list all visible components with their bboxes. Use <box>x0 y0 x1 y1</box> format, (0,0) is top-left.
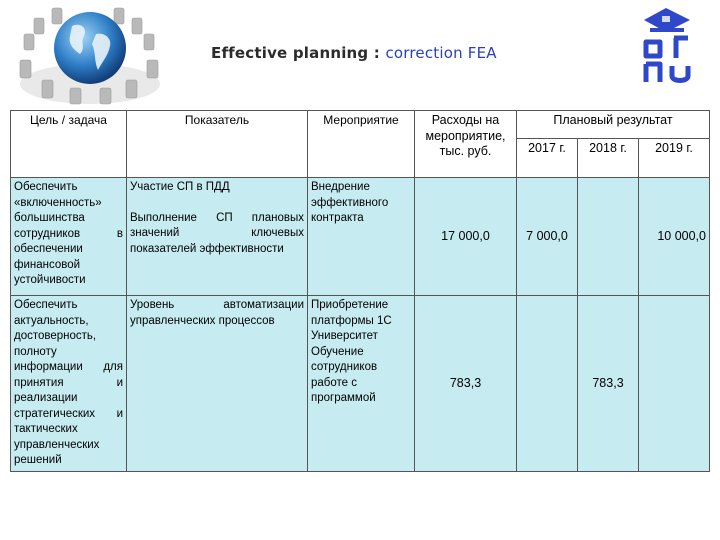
header-year-2017: 2017 г. <box>517 138 578 177</box>
globe-meeting-illustration <box>14 4 164 108</box>
header-goal: Цель / задача <box>11 111 127 178</box>
planning-table <box>10 110 710 472</box>
row-activity: Внедрение эффективного контракта <box>308 178 415 296</box>
row-indicator <box>127 178 308 296</box>
row-goal: Обеспечить актуальность, достоверность, полноту информации для принятия и реализации стратегических и тактических управленческих решений <box>11 296 127 472</box>
row-activity <box>308 296 415 472</box>
row-2019 <box>639 296 710 472</box>
header-row <box>11 111 710 139</box>
table-row <box>11 178 710 296</box>
row-2017 <box>517 296 578 472</box>
indicator-item: Выполнение СП плановых значений ключевых показателей эффективности <box>130 211 304 255</box>
header-expenses: Расходы на мероприятие, тыс. руб. <box>415 111 517 178</box>
row-2019: 10 000,0 <box>639 178 710 296</box>
header-year-2018: 2018 г. <box>578 138 639 177</box>
row-2018: 783,3 <box>578 296 639 472</box>
slide-title: Effective planning : correction FEA <box>211 44 497 62</box>
table-row <box>11 296 710 472</box>
header-indicator: Показатель <box>127 111 308 178</box>
activity-item: Обучение сотрудников работе с программой <box>311 345 378 404</box>
header-planned-result: Плановый результат <box>517 111 710 139</box>
row-expenses: 783,3 <box>415 296 517 472</box>
row-indicator: Уровень автоматизации управленческих процессов <box>127 296 308 472</box>
row-2018 <box>578 178 639 296</box>
row-2017: 7 000,0 <box>517 178 578 296</box>
activity-item: Приобретение платформы 1С Университет <box>311 299 392 342</box>
indicator-item: Участие СП в ПДД <box>130 181 230 193</box>
slide-title-accent: correction FEA <box>385 44 497 62</box>
header-activity: Мероприятие <box>308 111 415 178</box>
row-expenses: 17 000,0 <box>415 178 517 296</box>
university-logo-icon <box>636 2 698 102</box>
row-goal: Обеспечить «включенность» большинства сотрудников в обеспечении финансовой устойчивости <box>11 178 127 296</box>
header-year-2019: 2019 г. <box>639 138 710 177</box>
